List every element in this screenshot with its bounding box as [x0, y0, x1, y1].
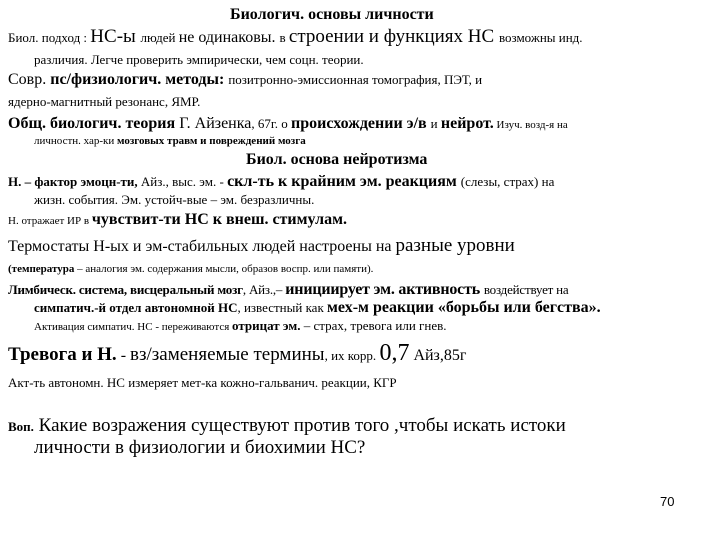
- line-life-events: жизн. события. Эм. устойч-вые – эм. безразличны.: [34, 192, 315, 207]
- line-emotionality-factor: Н. – фактор эмоцн-ти, Айз., выс. эм. - скл-ть к крайним эм. реакциям (слезы, страх) на: [8, 173, 555, 190]
- line-differences: различия. Легче проверить эмпирически, чем соцн. теории.: [34, 52, 364, 67]
- line-brain-injury: личностн. хар-ки мозговых травм и повреждений мозга: [34, 135, 306, 147]
- question-line-1: Воп. Какие возражения существуют против того ,чтобы искать истоки: [8, 415, 566, 436]
- line-activation: Активация симпатич. НС - переживаются отрицат эм. – страх, тревога или гнев.: [34, 318, 447, 333]
- line-modern-methods: Совр. пс/физиологич. методы: позитронно-эмиссионная томография, ПЭТ, и: [8, 71, 483, 88]
- question-label: Воп.: [8, 419, 34, 434]
- page-number: 70: [660, 494, 675, 509]
- line-biological-approach: Биол. подход : НС-ы людей не одинаковы. в строении и функциях НС возможны инд.: [8, 26, 583, 47]
- question-line-2: личности в физиологии и биохимии НС?: [34, 437, 366, 458]
- line-sympathetic: симпатич.-й отдел автономной НС, известный как мех-м реакции «борьбы или бегства».: [34, 299, 601, 316]
- subheading-neuroticism: Биол. основа нейротизма: [246, 151, 428, 168]
- line-anxiety: Тревога и Н. - вз/заменяемые термины, их корр. 0,7 Айз,85г: [8, 340, 467, 366]
- line-gsr: Акт-ть автономн. НС измеряет мет-ка кожно-гальванич. реакции, КГР: [8, 375, 397, 390]
- slide-title: Биологич. основы личности: [230, 6, 434, 23]
- line-temperature: (температура – аналогия эм. содержания мысли, образов воспр. или памяти).: [8, 263, 374, 275]
- line-sensitivity: Н. отражает ИР в чувствит-ти НС к внеш. стимулам.: [8, 211, 347, 228]
- line-thermostats: Термостаты Н-ых и эм-стабильных людей настроены на разные уровни: [8, 235, 515, 256]
- line-limbic-system: Лимбическ. система, висцеральный мозг, Айз.,– инициирует эм. активность воздействует на: [8, 281, 569, 298]
- line-eysenck-theory: Общ. биологич. теория Г. Айзенка, 67г. о происхождении э/в и нейрот. Изуч. возд-я на: [8, 115, 568, 132]
- line-mri: ядерно-магнитный резонанс, ЯМР.: [8, 94, 201, 109]
